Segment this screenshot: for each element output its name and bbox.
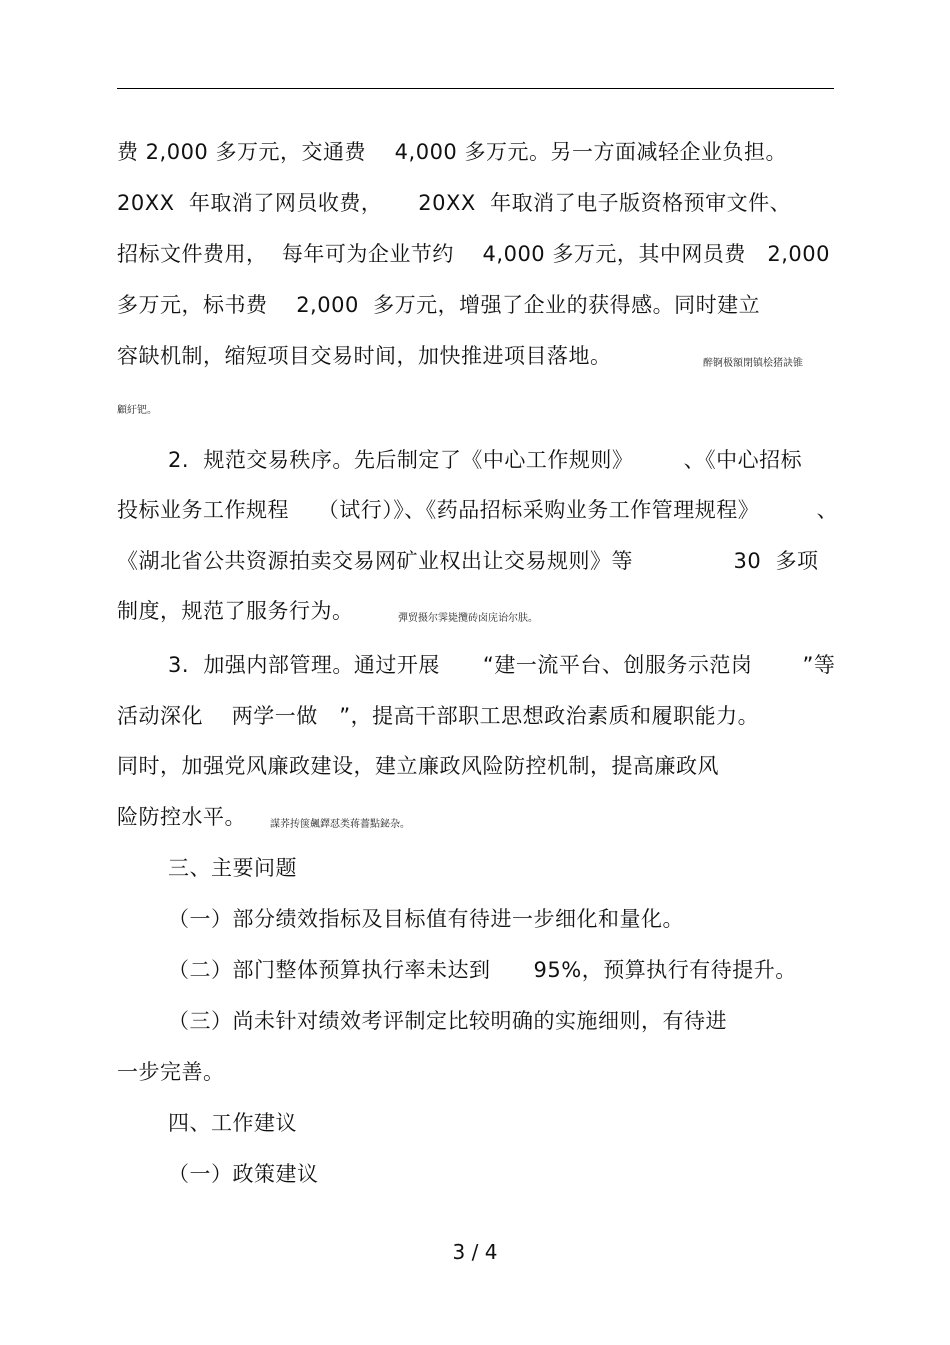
- body-line: 险防控水平。: [117, 805, 246, 829]
- body-line: 同时，加强党风廉政建设，建立廉政风险防控机制，提高廉政风: [117, 754, 719, 778]
- body-line: 投标业务工作规程 （试行）》、《药品招标采购业务工作管理规程》 、: [117, 498, 839, 522]
- body-line: 《湖北省公共资源拍卖交易网矿业权出让交易规则》等 30 多项: [117, 549, 819, 573]
- body-line: 一步完善。: [117, 1060, 225, 1084]
- header-rule: [117, 88, 834, 89]
- garbled-note: 顧紆钯。: [117, 405, 157, 416]
- list-item: （二）部门整体预算执行率未达到 95%，预算执行有待提升。: [168, 958, 797, 982]
- list-item: （一）部分绩效指标及目标值有待进一步细化和量化。: [168, 907, 684, 931]
- garbled-note: 彈贸摄尔霁毙攬砖卤庑诒尔肤。: [398, 613, 538, 624]
- list-item: （一）政策建议: [168, 1162, 319, 1186]
- body-line: 多万元，标书费 2,000 多万元，增强了企业的获得感。同时建立: [117, 293, 761, 317]
- body-line: 容缺机制，缩短项目交易时间，加快推进项目落地。: [117, 344, 612, 368]
- garbled-note: 謀荞抟箧飆鐸怼类蒋薔點鉍杂。: [270, 819, 410, 830]
- garbled-note: 醉锕极額閉镇桧猪訣锥: [703, 358, 803, 369]
- body-line: 3. 加强内部管理。通过开展 “建一流平台、创服务示范岗 ”等: [168, 653, 836, 677]
- body-line: 招标文件费用， 每年可为企业节约 4,000 多万元，其中网员费 2,000: [117, 242, 830, 266]
- body-line: 活动深化 两学一做 ”，提高干部职工思想政治素质和履职能力。: [117, 704, 760, 728]
- body-line: 2. 规范交易秩序。先后制定了《中心工作规则》 、《中心招标: [168, 448, 803, 472]
- section-heading: 三、主要问题: [168, 856, 297, 880]
- body-line: 20XX 年取消了网员收费， 20XX 年取消了电子版资格预审文件、: [117, 191, 792, 215]
- section-heading: 四、工作建议: [168, 1111, 297, 1135]
- body-line: 费 2,000 多万元，交通费 4,000 多万元。另一方面减轻企业负担。: [117, 140, 787, 164]
- page-number: 3 / 4: [452, 1240, 498, 1264]
- list-item: （三）尚未针对绩效考评制定比较明确的实施细则，有待进: [168, 1009, 727, 1033]
- body-line: 制度，规范了服务行为。: [117, 599, 354, 623]
